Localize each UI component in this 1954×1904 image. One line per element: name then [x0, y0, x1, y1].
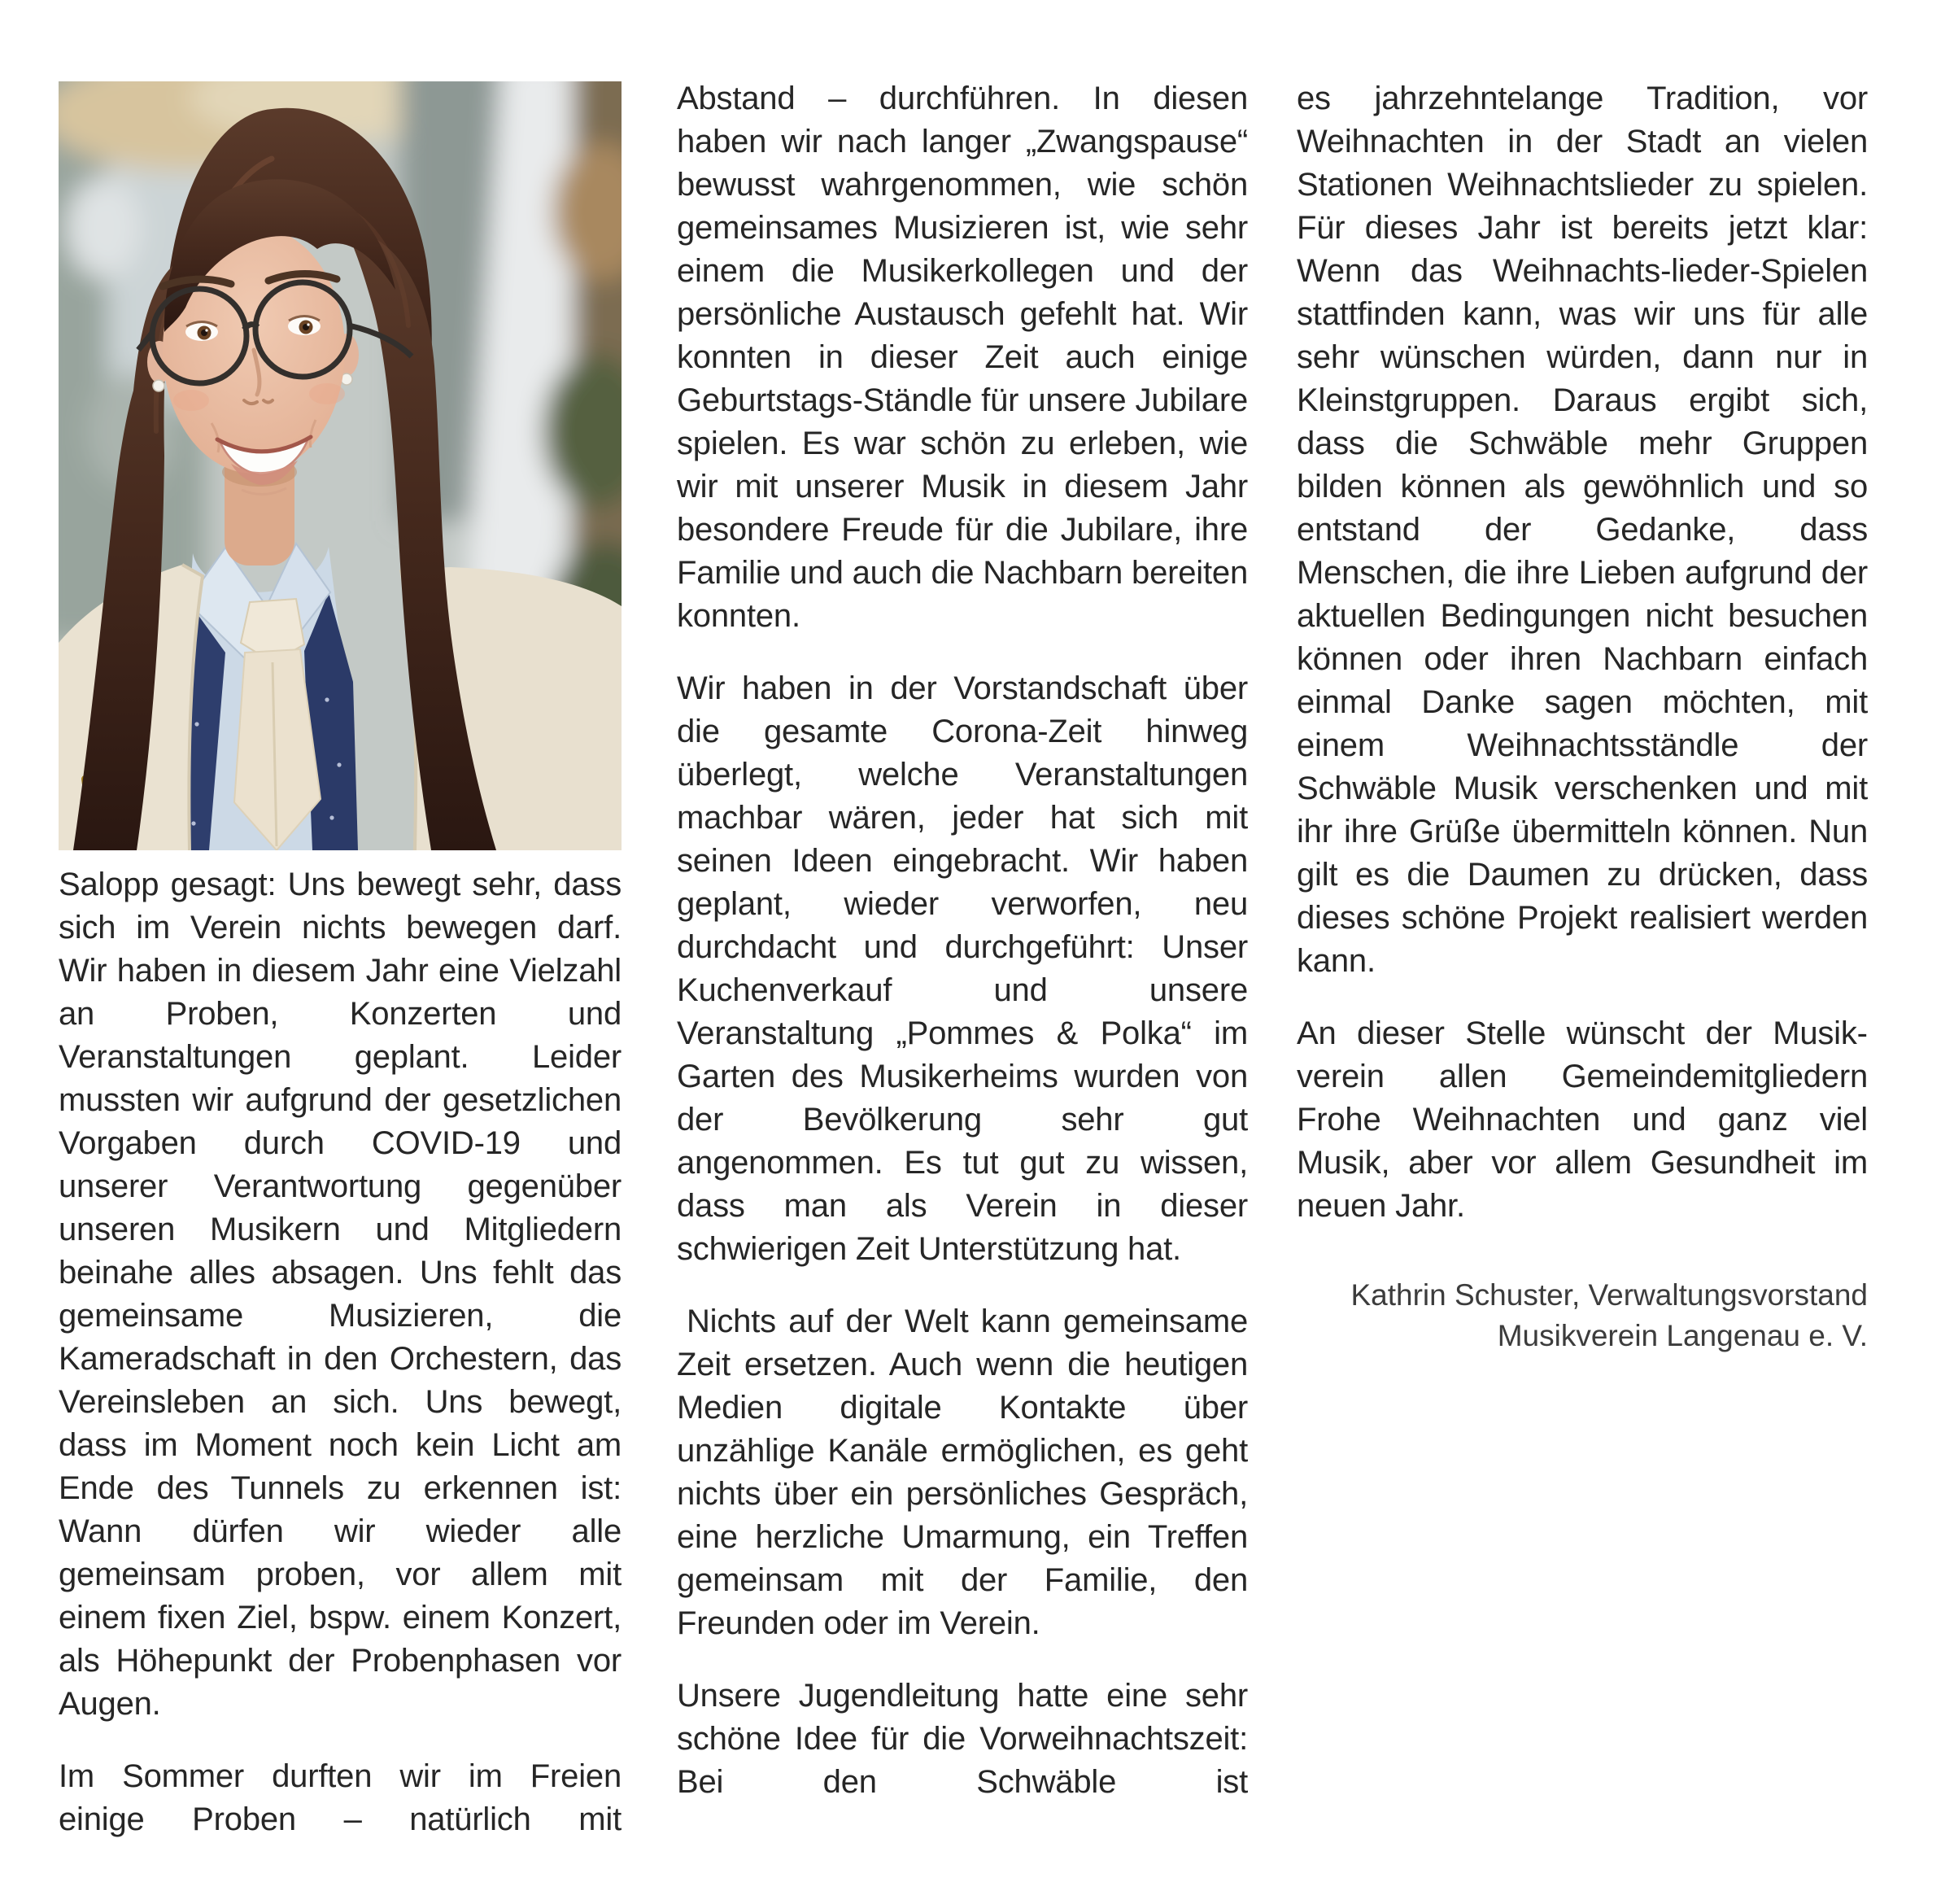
portrait-photo: [59, 81, 622, 850]
body-paragraph: Im Sommer durften wir im Freien einige Proben – natürlich mit: [59, 1758, 622, 1837]
body-paragraph: Wir haben in der Vorstandschaft über die gesamte Corona-Zeit hinweg überlegt, welche Veranstaltungen machbar wären, jeder hat sich mit seinen Ideen eingebracht. Wir haben geplant, wieder verworfen, neu durchdacht und durchgeführt: Unser Kuchenverkauf und unsere Veranstaltung „Pommes & Polka“ im Garten des Musikerheims wurden von der Bevölkerung sehr gut angenommen. Es tut gut zu wissen, dass man als Verein in dieser schwierigen Zeit Unterstützung hat.: [677, 670, 1248, 1267]
column-2: [677, 77, 1248, 1833]
signature-block: [1297, 1275, 1868, 1356]
body-paragraph: Salopp gesagt: Uns bewegt sehr, dass sich im Verein nichts bewegen darf. Wir haben in diesem Jahr eine Vielzahl an Proben, Konzerten und Veranstaltungen geplant. Leider mussten wir aufgrund der gesetzlichen Vorgaben durch COVID-19 und unserer Verantwortung gegenüber unseren Musikern und Mitgliedern beinahe alles absagen. Uns fehlt das gemeinsame Musizieren, die Kameradschaft in den Orchestern, das Vereinsleben an sich. Uns bewegt, dass im Moment noch kein Licht am Ende des Tunnels zu erkennen ist: Wann dürfen wir wieder alle gemeinsam proben, vor allem mit einem fixen Ziel, bspw. einem Konzert, als Höhepunkt der Probenphasen vor Augen.: [59, 867, 622, 1722]
column-1: [59, 81, 622, 1871]
body-paragraph: es jahrzehntelange Tradition, vor Weihnachten in der Stadt an vielen Stationen Weihnachtslieder zu spielen. Für dieses Jahr ist bereits jetzt klar: Wenn das Weihnachts-lieder-Spielen stattfinden kann, was wir uns für alle sehr wünschen würden, dann nur in Kleinstgruppen. Daraus ergibt sich, dass die Schwäble mehr Gruppen bilden können als gewöhnlich und so entstand der Gedanke, dass Menschen, die ihre Lieben aufgrund der aktuellen Bedingungen nicht besuchen können oder ihren Nachbarn einfach einmal Danke sagen möchten, mit einem Weihnachtsständle der Schwäble Musik verschenken und mit ihr ihre Grüße übermitteln können. Nun gilt es die Daumen zu drücken, dass dieses schöne Projekt realisiert werden kann.: [1297, 81, 1868, 979]
body-paragraph: Nichts auf der Welt kann gemeinsame Zeit ersetzen. Auch wenn die heutigen Medien digitale Kontakte über unzählige Kanäle ermöglichen, es geht nichts über ein persönliches Gespräch, eine herzliche Umarmung, ein Treffen gemeinsam mit der Familie, den Freunden oder im Verein.: [677, 1304, 1248, 1641]
signature-name: Kathrin Schuster, Verwaltungsvorstand: [1350, 1278, 1868, 1312]
signature-organization: Musikverein Langenau e. V.: [1497, 1319, 1868, 1352]
body-paragraph: Abstand – durchführen. In diesen haben wir nach langer „Zwangspause“ bewusst wahrgenommen, wie schön gemeinsames Musizieren ist, wie sehr einem die Musikerkollegen und der persönliche Austausch gefehlt hat. Wir konnten in dieser Zeit auch einige Geburtstags-Ständle für unsere Jubilare spielen. Es war schön zu erleben, wie wir mit unserer Musik in diesem Jahr besondere Freude für die Jubilare, ihre Familie und auch die Nachbarn bereiten konnten.: [677, 81, 1248, 634]
portrait-illustration: [59, 81, 622, 850]
body-paragraph: Unsere Jugendleitung hatte eine sehr schöne Idee für die Vorweihnachtszeit: Bei den Schwäble ist: [677, 1678, 1248, 1800]
column-3: [1297, 77, 1868, 1356]
body-paragraph: An dieser Stelle wünscht der Musikverein allen Gemeindemitgliedern Frohe Weihnachten und ganz viel Musik, aber vor allem Gesundheit im neuen Jahr.: [1297, 1015, 1868, 1224]
